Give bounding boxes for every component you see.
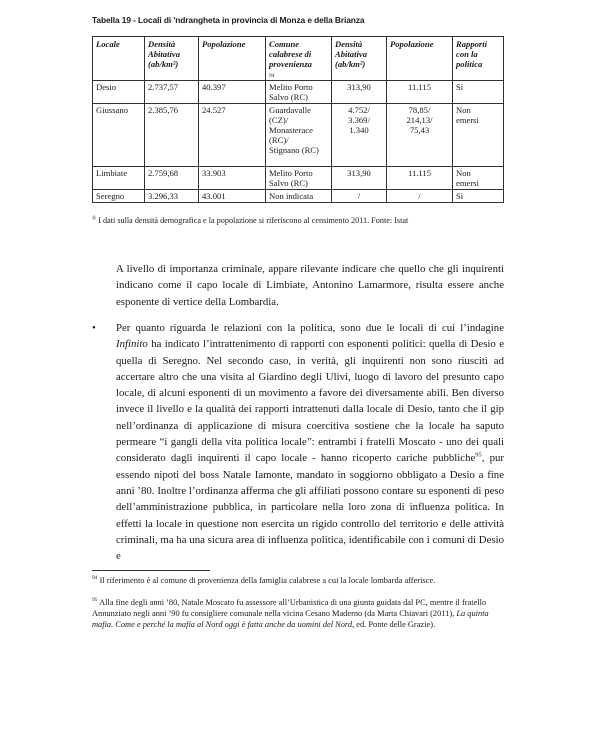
footnote-ref-94: 94 — [269, 73, 275, 79]
table-row — [93, 190, 504, 203]
footnote-94: $^{94}$ Il riferimento è al comune di provenienza della famiglia calabrese a cui la locale lombarda afferisce. — [92, 575, 436, 585]
cell-densita-comune: / — [332, 190, 387, 203]
body-paragraph-2: Per quanto riguarda le relazioni con la politica, sono due le locali di cui l’indagine Infinito ha indicato l’intrattenimento di rapporti con esponenti politici: quella di Desio e quella di Seregno. Nel secondo caso, in verità, gli inquirenti non sono riusciti ad accertare altro che una visita al Giardino degli Ulivi, luogo di lavoro del presunto capo locale, di alcuni esponenti di un movimento a favore dei diversamente abili. Ben diverso invece il livello e la qualità dei rapporti intrattenuti dalla locale di Desio, tanto che il gip nell’ordinanza di applicazione di misura coercitiva sostiene che la locale ha saputo permeare “i gangli della vita politica locale”: entrambi i fratelli Moscato - uno dei quali considerato dagli inquirenti il capo locale - hanno ricoperto cariche pubbliche$^{95}$, pur essendo nipoti del boss Natale Iamonte, mandato in soggiorno obbligato a Desio a fine anni ’80. Inoltre l’ordinanza afferma che gli affiliati possono contare su esponenti di peso dell’amministrazione pubblica, in particolare nella loro zona di influenza politica. In effetti la locale in questione non esercita un rigido controllo del territorio e delle attività criminali, ma ha una sicura area di influenza politica, identificabile con i comuni di Desio e — [116, 322, 504, 563]
cell-rapporti: Non emersi — [453, 167, 504, 190]
table-row — [93, 81, 504, 104]
cell-popolazione: 24.527 — [199, 104, 266, 167]
cell-comune: Guardavalle (CZ)/ Monasterace (RC)/ Stignano (RC) — [266, 104, 332, 167]
table-header-row — [93, 37, 504, 81]
cell-densita-comune: 313,90 — [332, 167, 387, 190]
header-comune: Comune calabrese di provenienza 94 — [266, 37, 332, 81]
cell-densita: 2.759,68 — [145, 167, 199, 190]
locali-table — [92, 36, 504, 203]
italic-infinito: Infinito — [116, 338, 148, 351]
table-note: ® I dati sulla densità demografica e la popolazione si riferiscono al censimento 2011. Fonte: Istat — [92, 215, 409, 225]
table-note-mark: ® — [92, 215, 97, 222]
cell-locale: Seregno — [93, 190, 145, 203]
header-densita-comune: Densità Abitativa (ab/km²) — [332, 37, 387, 81]
header-popolazione: Popolazione — [199, 37, 266, 81]
cell-popolazione-comune: 11.115 — [387, 167, 453, 190]
cell-densita: 2.385,76 — [145, 104, 199, 167]
table-title: Tabella 19 - Locali di 'ndrangheta in provincia di Monza e della Brianza — [92, 15, 365, 25]
cell-popolazione-comune: / — [387, 190, 453, 203]
cell-comune: Melito Porto Salvo (RC) — [266, 167, 332, 190]
cell-popolazione: 43.001 — [199, 190, 266, 203]
cell-rapporti: Sì — [453, 190, 504, 203]
cell-rapporti: Sì — [453, 81, 504, 104]
cell-comune: Non indicata — [266, 190, 332, 203]
cell-popolazione-comune: 11.115 — [387, 81, 453, 104]
italic-book-title: La quinta mafia. Come e perché la mafia al Nord oggi è fatta anche da uomini del Nord — [92, 609, 489, 630]
cell-densita-comune: 313,90 — [332, 81, 387, 104]
header-rapporti: Rapporti con la politica — [453, 37, 504, 81]
cell-popolazione: 33.903 — [199, 167, 266, 190]
table-row — [93, 167, 504, 190]
body-paragraph-1: A livello di importanza criminale, appare rilevante indicare che quello che gli inquirenti indicano come il capo locale di Limbiate, Antonino Lamarmore, risulta essere anche esponente di vertice della Lombardia. — [116, 263, 504, 308]
cell-popolazione: 40.397 — [199, 81, 266, 104]
footnote-95: $^{95}$ Alla fine degli anni ’80, Natale Moscato fu assessore all’Urbanistica di una giunta guidata dal PC, mentre il fratello Annunziato negli anni ’90 fu consigliere comunale nella vicina Cesano Maderno (da Marta Chiavari (2011), La quinta mafia. Come e perché la mafia al Nord oggi è fatta anche da uomini del Nord, ed. Ponte delle Grazie). — [92, 597, 489, 630]
cell-popolazione-comune: 78,85/ 214,13/ 75,43 — [387, 104, 453, 167]
cell-densita: 2.737,57 — [145, 81, 199, 104]
table-row — [93, 104, 504, 167]
cell-densita: 3.296,33 — [145, 190, 199, 203]
header-popolazione-comune: Popolazione — [387, 37, 453, 81]
cell-densita-comune: 4.752/ 3.369/ 1.340 — [332, 104, 387, 167]
cell-rapporti: Non emersi — [453, 104, 504, 167]
header-densita: Densità Abitativa (ab/km²) — [145, 37, 199, 81]
footnote-separator — [92, 570, 210, 571]
footnote-ref-95: 95 — [475, 451, 482, 459]
cell-locale: Giussano — [93, 104, 145, 167]
bullet-marker: • — [92, 322, 96, 334]
cell-locale: Desio — [93, 81, 145, 104]
header-locale: Locale — [93, 37, 145, 81]
cell-comune: Melito Porto Salvo (RC) — [266, 81, 332, 104]
cell-locale: Limbiate — [93, 167, 145, 190]
